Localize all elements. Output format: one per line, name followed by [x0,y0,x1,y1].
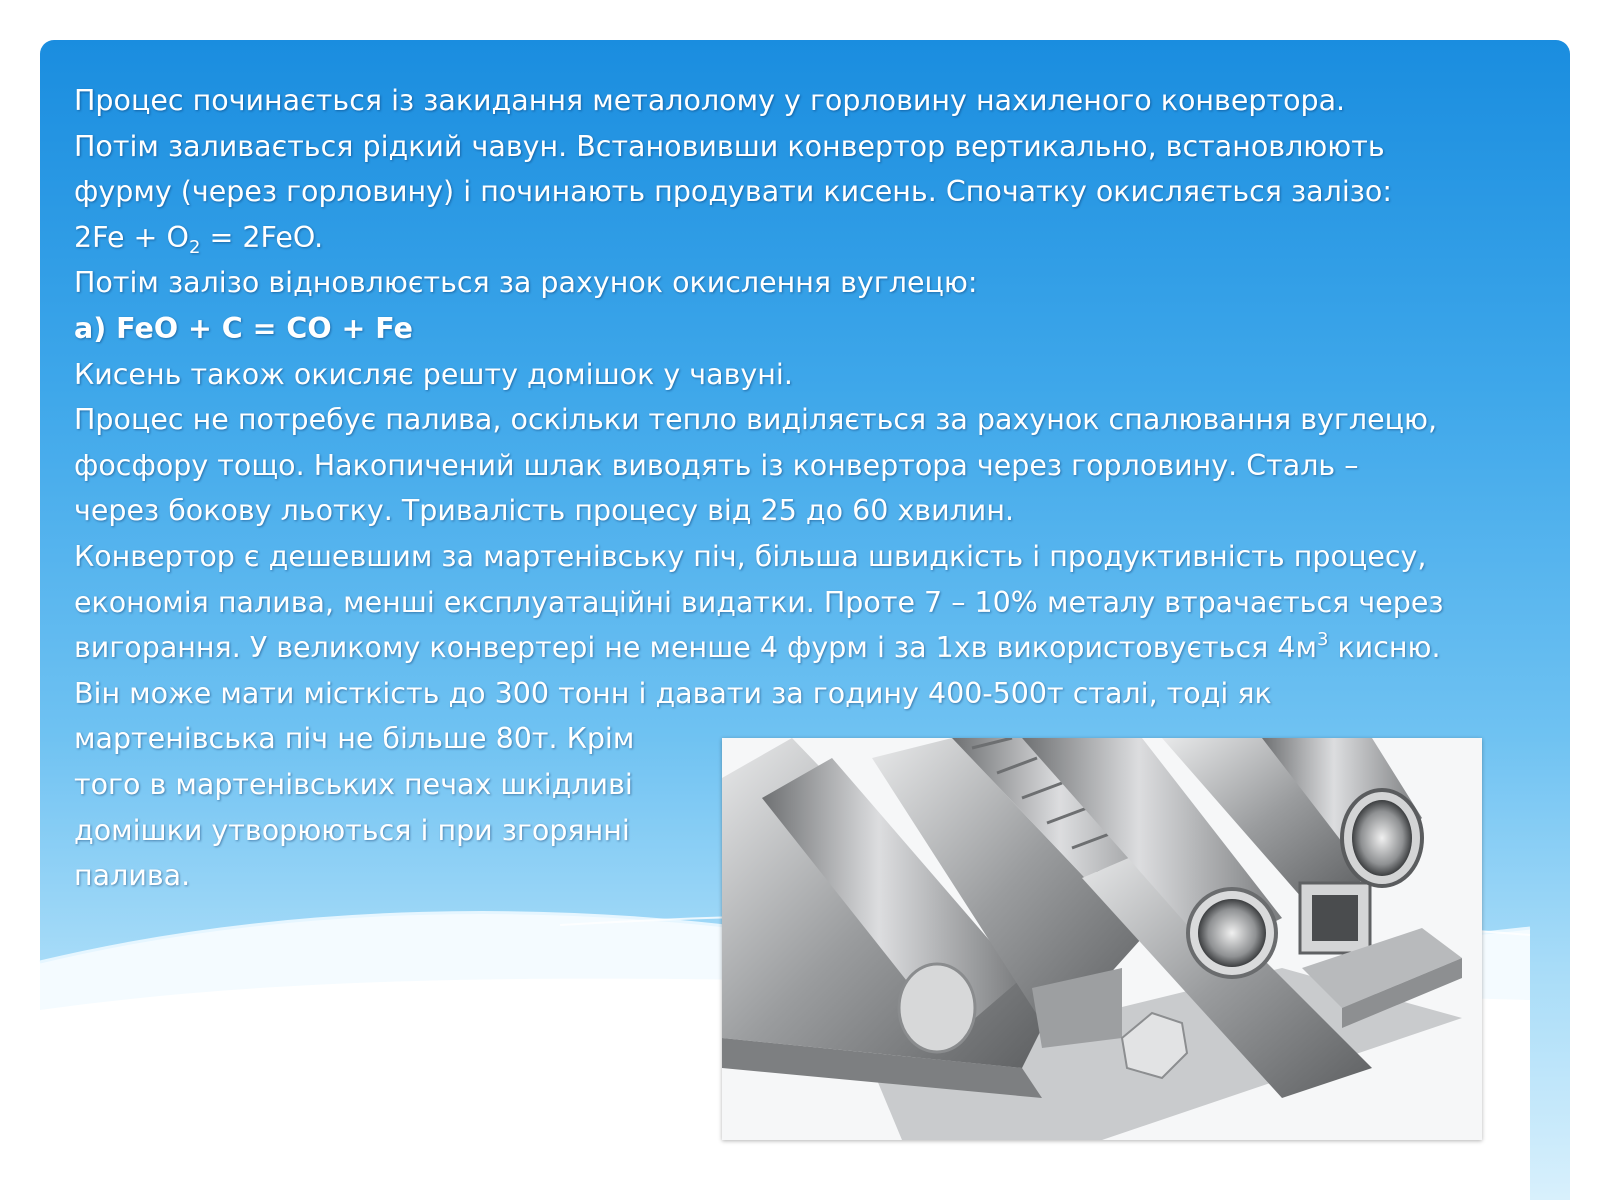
paragraph-line: домішки утворюються і при згорянні [74,813,630,847]
paragraph-line: мартенівська піч не більше 80т. Крім [74,722,635,756]
paragraph-line: фосфору тощо. Накопичений шлак виводять із конвертора через горловину. Сталь – [74,448,1359,482]
equation-carbon-reduction: а) FeO + C = CO + Fe [74,311,413,345]
equation-iron-oxidation: $2Fe + O_2 = 2FeO$. [74,220,324,258]
paragraph-line: Потім заливається рідкий чавун. Встановивши конвертор вертикально, встановлюють [74,129,1385,163]
paragraph-line: фурму (через горловину) і починають продувати кисень. Спочатку окисляється залізо: [74,175,1392,209]
paragraph-line: того в мартенівських печах шкідливі [74,767,633,801]
steel-profiles-photo [722,738,1482,1140]
paragraph-line: Процес починається із закидання металолому у горловину нахиленого конвертора. [74,84,1346,117]
paragraph-line: через бокову льотку. Тривалість процесу від 25 до 60 хвилин. [74,494,1015,528]
paragraph-line: Потім залізо відновлюється за рахунок окислення вуглецю: [74,266,978,300]
paragraph-line: Він може мати місткість до 300 тонн і давати за годину 400-500т сталі, тоді як [74,676,1272,710]
paragraph-line: економія палива, менші експлуатаційні видатки. Проте 7 – 10% металу втрачається через [74,585,1444,619]
paragraph-line-oxygen: вигорання. У великому конвертері не менше 4 фурм і за 1хв використовується $4м^3$ кисню. [74,629,1441,665]
paragraph-line: Процес не потребує палива, оскільки тепло виділяється за рахунок спалювання вуглецю, [74,403,1438,437]
paragraph-line: палива. [74,859,191,893]
paragraph-line: Конвертор є дешевшим за мартенівську піч, більша швидкість і продуктивність процесу, [74,539,1427,573]
paragraph-line: Кисень також окисляє решту домішок у чавуні. [74,357,793,391]
